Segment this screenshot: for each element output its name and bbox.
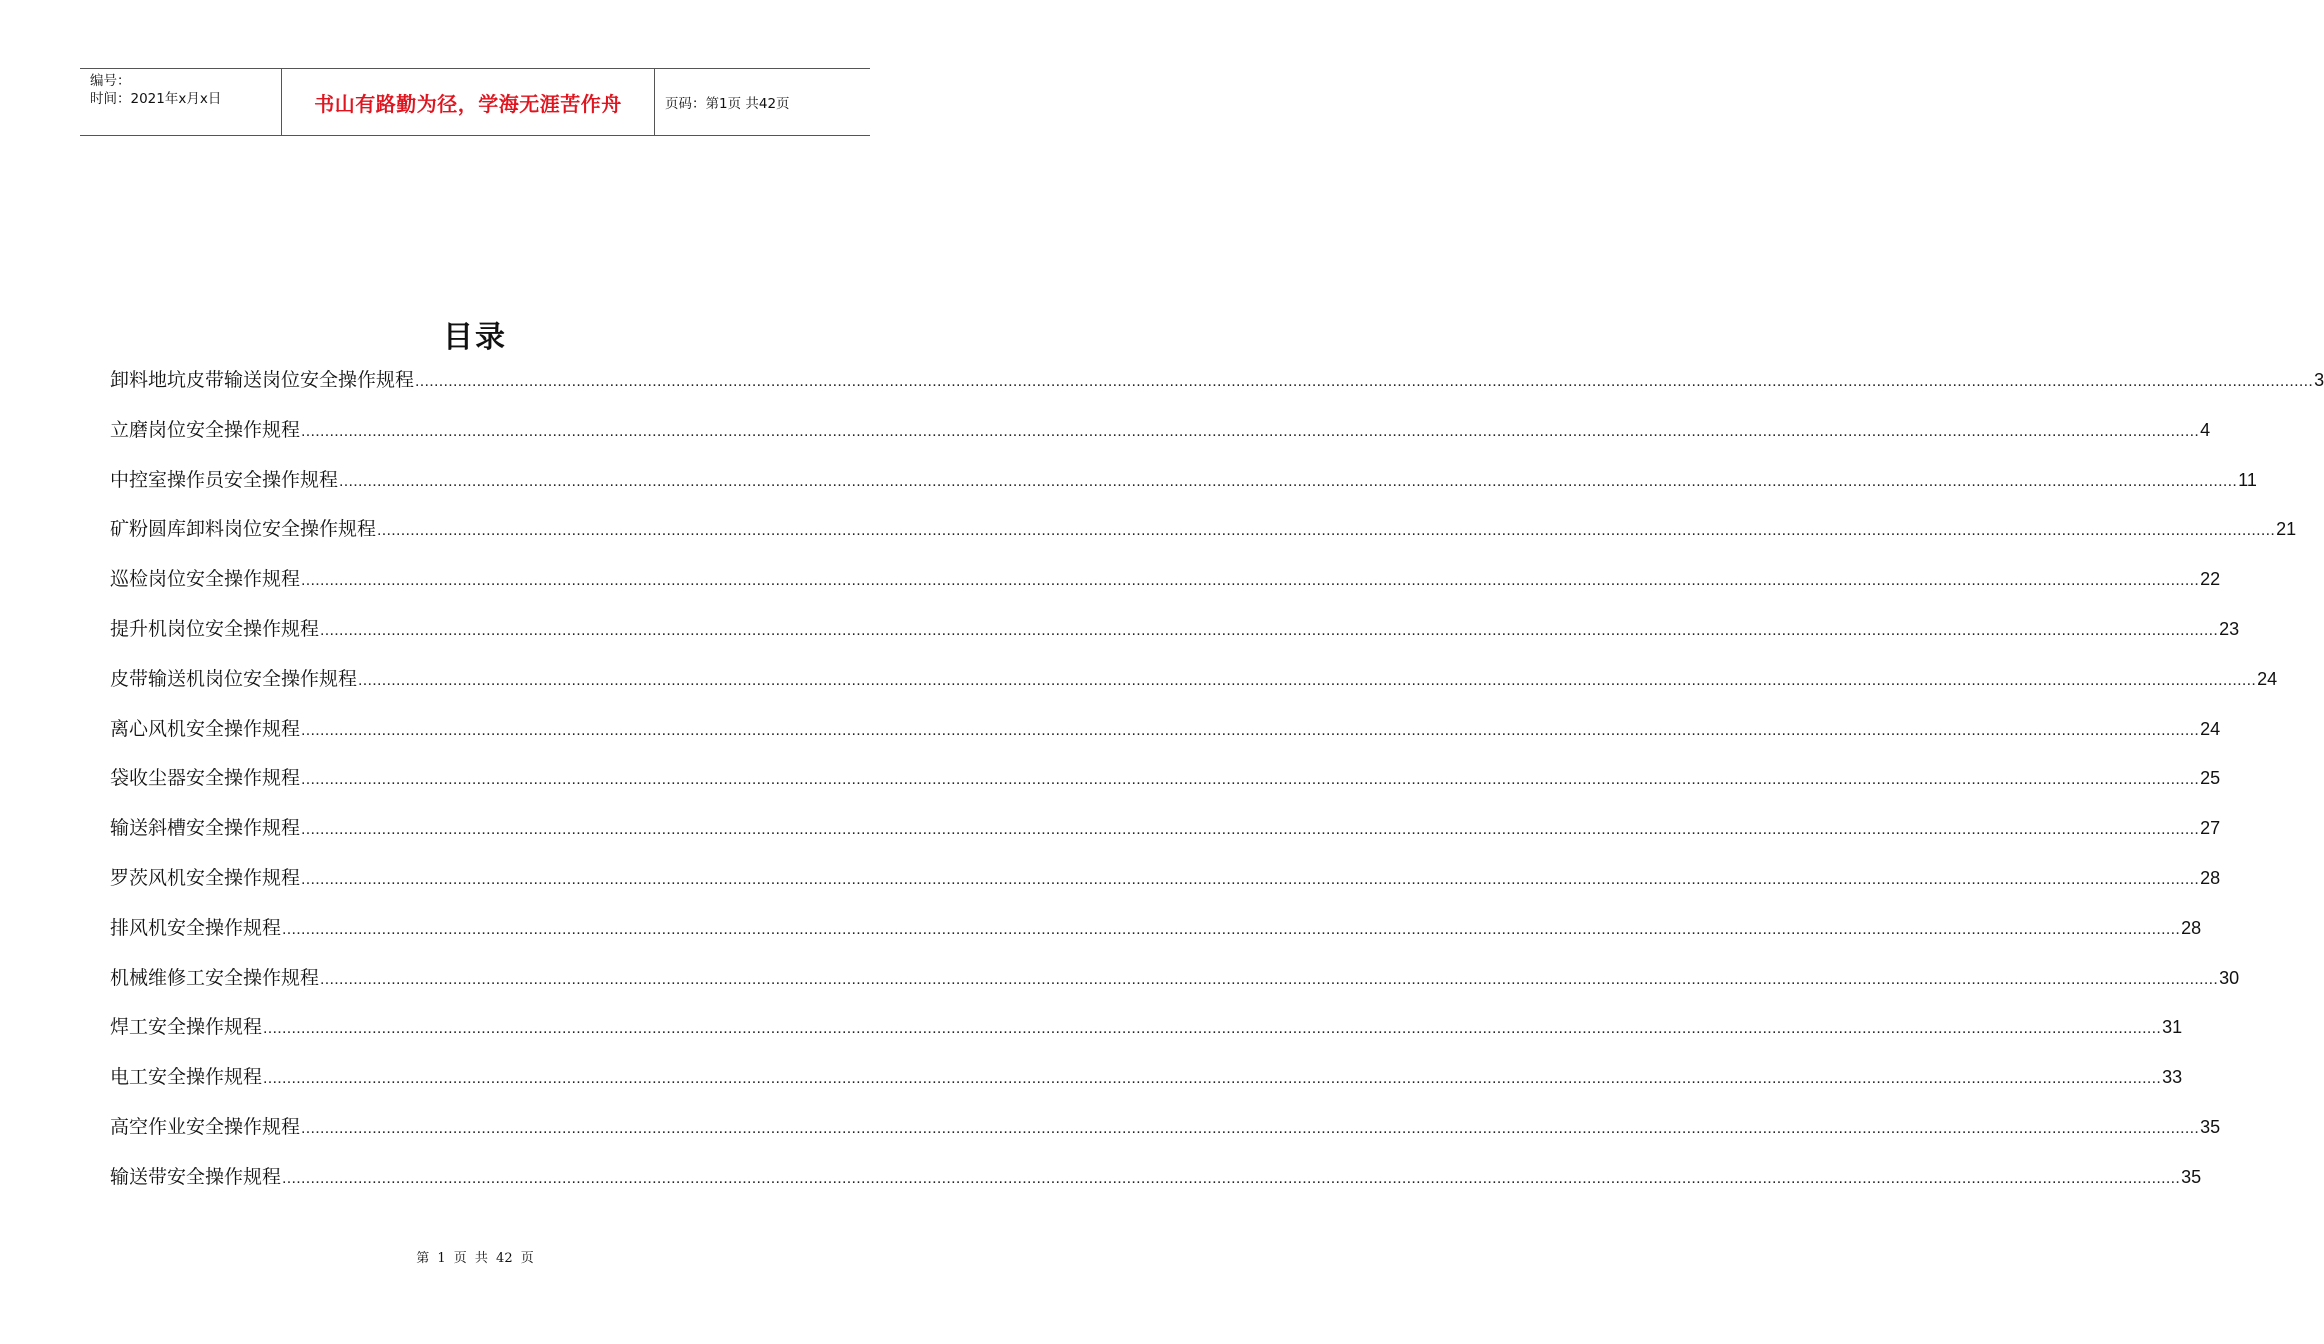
toc-entry-page: 31 <box>2162 1017 2183 1038</box>
toc-entry-title: 皮带输送机岗位安全操作规程 <box>110 667 358 690</box>
page-footer: 第 1 页 共 42 页 <box>416 1251 534 1266</box>
toc-entry-title: 高空作业安全操作规程 <box>110 1115 301 1138</box>
page-header <box>80 68 870 136</box>
toc-entry[interactable] <box>110 1153 2202 1203</box>
toc-entry-page: 4 <box>2200 419 2211 440</box>
toc-entry[interactable] <box>110 1003 2183 1053</box>
toc-entry[interactable] <box>110 954 2240 1004</box>
toc-entry[interactable] <box>110 505 2297 555</box>
header-meta-cell <box>80 69 282 135</box>
toc-entry[interactable] <box>110 456 2257 506</box>
toc-entry[interactable] <box>110 356 2324 406</box>
toc-entry-title: 提升机岗位安全操作规程 <box>110 617 320 640</box>
toc-title: 目录 <box>443 320 507 355</box>
toc-entry[interactable] <box>110 904 2202 954</box>
toc-dot-leader: ................................................................................................................................................................................................................................................................................................................................................................................................................ <box>301 1119 2200 1137</box>
toc-entry-page: 25 <box>2200 768 2221 789</box>
toc-entry-page: 28 <box>2181 917 2202 938</box>
toc-entry-page: 28 <box>2200 867 2221 888</box>
toc-entry-title: 袋收尘器安全操作规程 <box>110 767 301 790</box>
toc-dot-leader: ................................................................................................................................................................................................................................................................................................................................................................................................................ <box>320 621 2219 639</box>
toc-entry-title: 输送斜槽安全操作规程 <box>110 817 301 840</box>
toc-entry[interactable] <box>110 854 2221 904</box>
header-page-cell <box>655 69 870 135</box>
toc-dot-leader: ................................................................................................................................................................................................................................................................................................................................................................................................................ <box>301 821 2200 839</box>
toc-entry[interactable] <box>110 705 2221 755</box>
toc-entry-page: 3 <box>2314 370 2324 390</box>
toc-entry-title: 电工安全操作规程 <box>110 1066 263 1089</box>
toc-dot-leader: ................................................................................................................................................................................................................................................................................................................................................................................................................ <box>301 771 2200 789</box>
toc-dot-leader: ................................................................................................................................................................................................................................................................................................................................................................................................................ <box>339 472 2238 490</box>
toc-entry-title: 输送带安全操作规程 <box>110 1165 282 1188</box>
toc-entry-title: 立磨岗位安全操作规程 <box>110 418 301 441</box>
toc-dot-leader: ................................................................................................................................................................................................................................................................................................................................................................................................................ <box>282 1169 2181 1187</box>
toc-dot-leader: ................................................................................................................................................................................................................................................................................................................................................................................................................ <box>358 671 2257 689</box>
toc-dot-leader: ................................................................................................................................................................................................................................................................................................................................................................................................................ <box>301 572 2200 590</box>
toc-entry-page: 11 <box>2238 469 2257 490</box>
header-page-info: 页码：第1页 共42页 <box>665 96 790 112</box>
toc-entry-page: 24 <box>2257 668 2278 689</box>
toc-dot-leader: ................................................................................................................................................................................................................................................................................................................................................................................................................ <box>377 522 2276 540</box>
toc-entry-page: 27 <box>2200 818 2221 839</box>
toc-dot-leader: ................................................................................................................................................................................................................................................................................................................................................................................................................ <box>320 970 2219 988</box>
toc-entry-title: 矿粉圆库卸料岗位安全操作规程 <box>110 518 377 541</box>
toc-entry-page: 35 <box>2181 1166 2202 1187</box>
toc-dot-leader: ................................................................................................................................................................................................................................................................................................................................................................................................................ <box>282 920 2181 938</box>
toc-dot-leader: ................................................................................................................................................................................................................................................................................................................................................................................................................ <box>301 721 2200 739</box>
document-number-label: 编号： <box>90 73 131 89</box>
toc-entry-title: 巡检岗位安全操作规程 <box>110 568 301 591</box>
toc-dot-leader: ................................................................................................................................................................................................................................................................................................................................................................................................................ <box>263 1020 2162 1038</box>
toc-entry-title: 卸料地坑皮带输送岗位安全操作规程 <box>110 369 415 391</box>
toc-entry-page: 33 <box>2162 1067 2183 1088</box>
toc-dot-leader: ................................................................................................................................................................................................................................................................................................................................................................................................................ <box>415 373 2314 390</box>
toc-entry-title: 中控室操作员安全操作规程 <box>110 468 339 491</box>
toc-entry-page: 30 <box>2219 967 2240 988</box>
header-motto: 书山有路勤为径，学海无涯苦作舟 <box>314 91 622 116</box>
toc-entry-title: 排风机安全操作规程 <box>110 916 282 939</box>
toc-entry[interactable] <box>110 754 2221 804</box>
document-date-label: 时间：2021年x月x日 <box>90 91 222 107</box>
table-of-contents <box>110 356 2324 1203</box>
toc-entry[interactable] <box>110 655 2278 705</box>
toc-entry[interactable] <box>110 1053 2183 1103</box>
toc-entry-title: 机械维修工安全操作规程 <box>110 966 320 989</box>
toc-dot-leader: ................................................................................................................................................................................................................................................................................................................................................................................................................ <box>301 422 2200 440</box>
toc-entry-page: 21 <box>2276 519 2297 540</box>
header-motto-cell <box>282 69 655 135</box>
toc-entry[interactable] <box>110 804 2221 854</box>
toc-entry-title: 罗茨风机安全操作规程 <box>110 866 301 889</box>
toc-entry-title: 焊工安全操作规程 <box>110 1016 263 1039</box>
toc-entry-title: 离心风机安全操作规程 <box>110 717 301 740</box>
toc-dot-leader: ................................................................................................................................................................................................................................................................................................................................................................................................................ <box>301 870 2200 888</box>
toc-entry-page: 24 <box>2200 718 2221 739</box>
toc-entry[interactable] <box>110 406 2211 456</box>
toc-entry[interactable] <box>110 605 2240 655</box>
toc-entry[interactable] <box>110 555 2221 605</box>
toc-entry-page: 35 <box>2200 1116 2221 1137</box>
toc-entry-page: 22 <box>2200 569 2221 590</box>
toc-entry-page: 23 <box>2219 618 2240 639</box>
toc-entry[interactable] <box>110 1103 2221 1153</box>
toc-dot-leader: ................................................................................................................................................................................................................................................................................................................................................................................................................ <box>263 1070 2162 1088</box>
